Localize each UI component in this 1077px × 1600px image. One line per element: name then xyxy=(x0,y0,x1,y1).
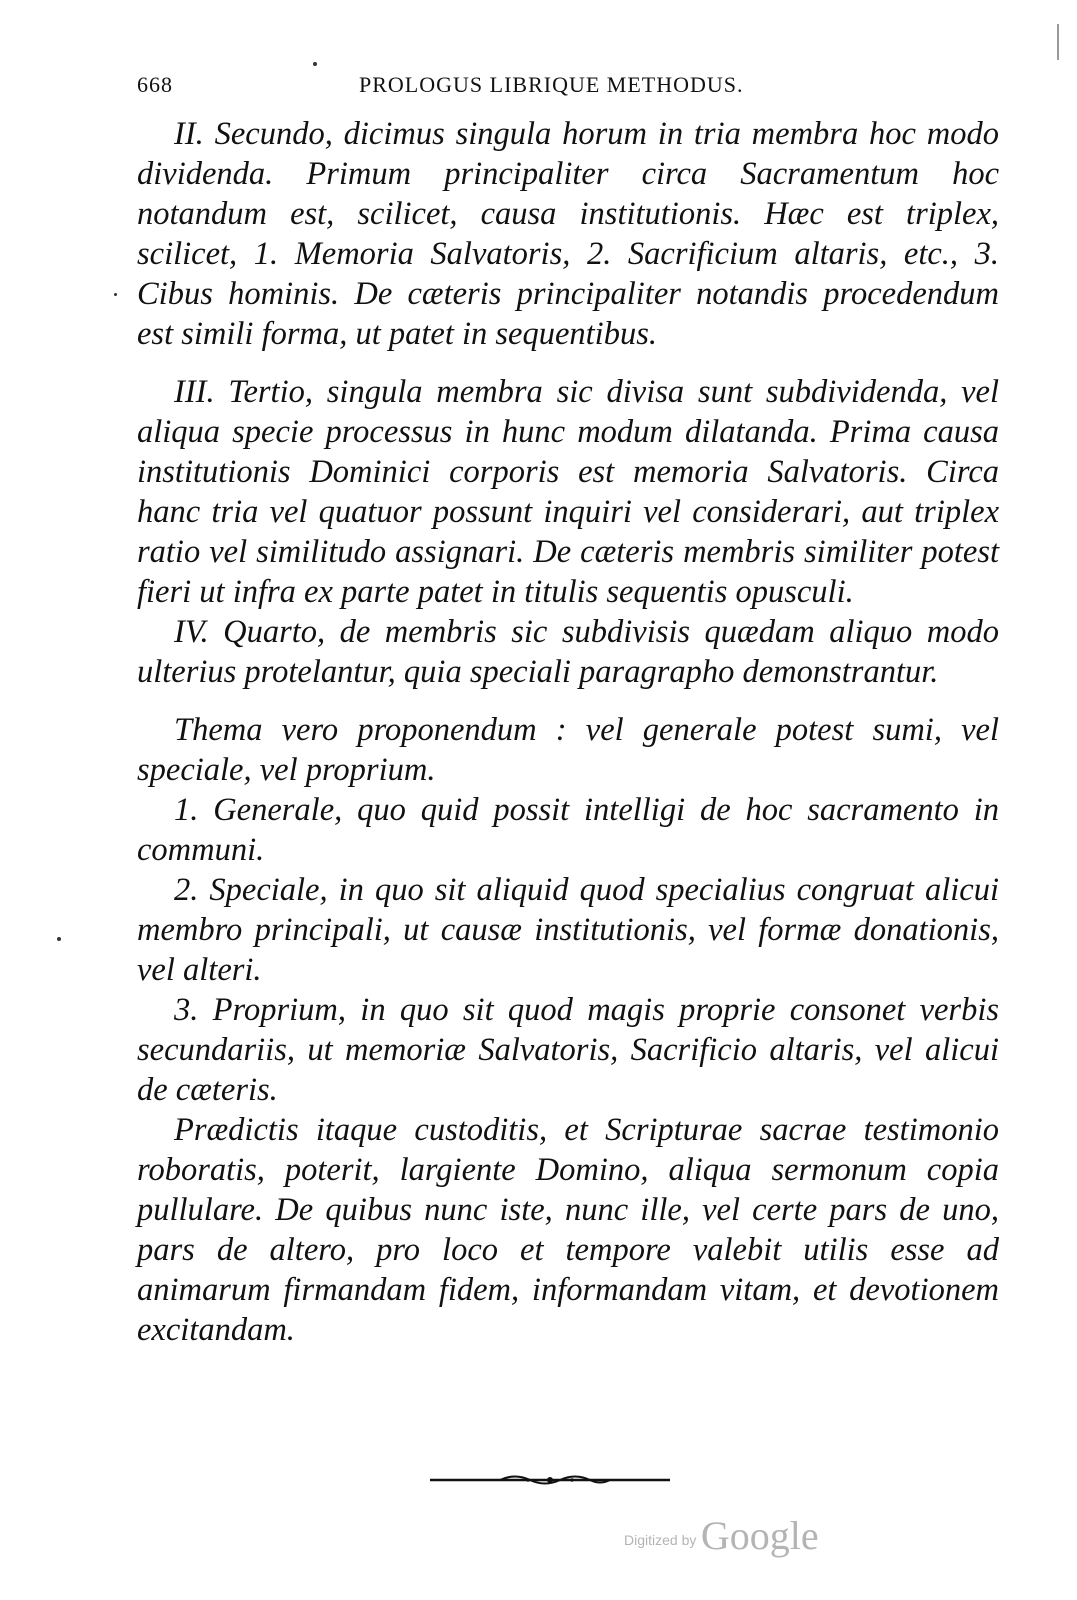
paragraph-proprium: 3. Proprium, in quo sit quod magis proprie consonet verbis secundariis, ut memoriæ Salvatoris, Sacrificio altaris, vel alicui de cæteris. xyxy=(137,992,999,1108)
page-number: 668 xyxy=(137,72,173,97)
speck-left-2 xyxy=(57,937,61,941)
paragraph-quarto: IV. Quarto, de membris sic subdivisis quædam aliquo modo ulterius protelantur, quia speciali paragrapho demonstrantur. xyxy=(137,614,999,690)
speck-left xyxy=(114,293,117,296)
google-logo: Google xyxy=(700,1513,819,1558)
watermark-digitized-text: Digitized by xyxy=(624,1532,697,1548)
header-title: PROLOGUS LIBRIQUE METHODUS. xyxy=(359,72,744,97)
paragraph-thema: Thema vero proponendum : vel generale potest sumi, vel speciale, vel proprium. xyxy=(137,712,999,788)
paragraph-speciale: 2. Speciale, in quo sit aliquid quod specialius congruat alicui membro principali, ut causæ institutionis, vel formæ donationis, vel alteri. xyxy=(137,872,999,988)
body-text xyxy=(137,114,999,1350)
paragraph-praedictis: Prædictis itaque custoditis, et Scripturae sacrae testimonio roboratis, poterit, largiente Domino, aliqua sermonum copia pullulare. De quibus nunc iste, nunc ille, vel certe pars de uno, pars de altero, pro loco et tempore valebit utilis esse ad animarum firmandam fidem, informandam vitam, et devotionem excitandam. xyxy=(137,1112,999,1348)
ornament-divider xyxy=(430,1472,670,1488)
paragraph-generale: 1. Generale, quo quid possit intelligi de hoc sacramento in communi. xyxy=(137,792,999,868)
paragraph-tertio: III. Tertio, singula membra sic divisa sunt subdividenda, vel aliqua specie processus in hunc modum dilatanda. Prima causa institutionis Dominici corporis est memoria Salvatoris. Circa hanc tria vel quatuor possunt inquiri vel considerari, aut triplex ratio vel similitudo assignari. De cæteris membris similiter potest fieri ut infra ex parte patet in titulis sequentis opusculi. xyxy=(137,374,999,610)
speck-top xyxy=(313,62,317,66)
page-edge-mark xyxy=(1057,24,1059,60)
google-watermark xyxy=(624,1512,819,1559)
paragraph-secundo: II. Secundo, dicimus singula horum in tria membra hoc modo dividenda. Primum principaliter circa Sacramentum hoc notandum est, scilicet, causa institutionis. Hæc est triplex, scilicet, 1. Memoria Salvatoris, 2. Sacrificium altaris, etc., 3. Cibus hominis. De cæteris principaliter notandis procedendum est simili forma, ut patet in sequentibus. xyxy=(137,116,999,352)
